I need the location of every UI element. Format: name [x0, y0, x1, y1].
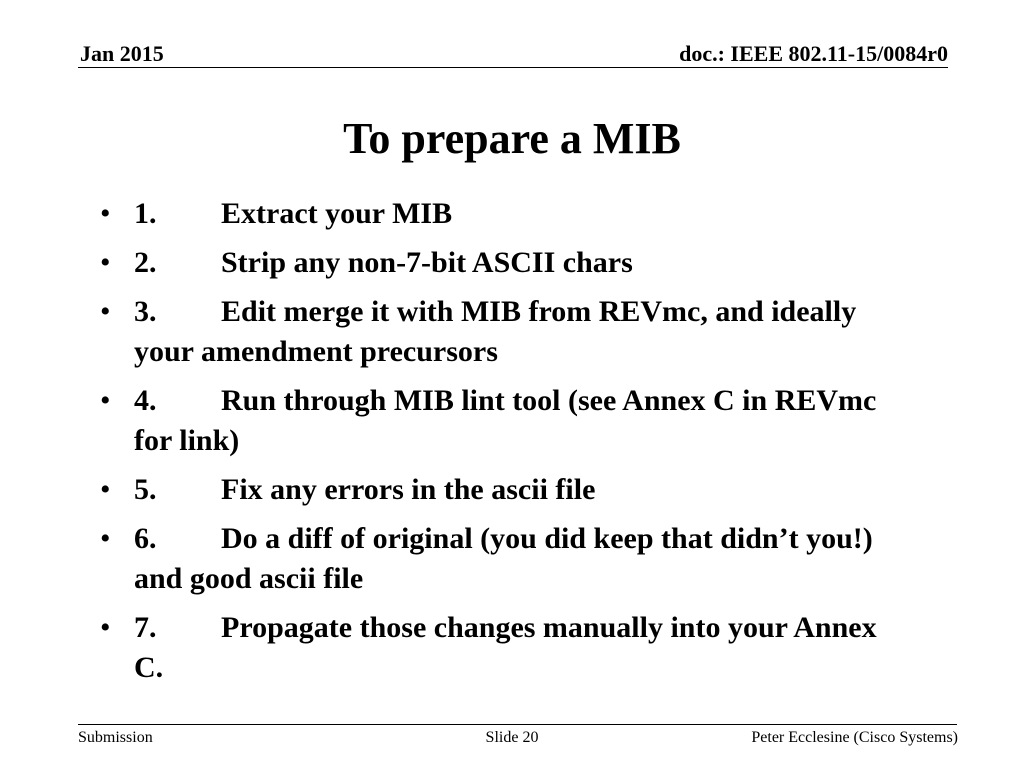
list-item	[100, 381, 900, 461]
step-text: Edit merge it with MIB from REVmc, and ideally your amendment precursors	[134, 295, 857, 368]
slide-title: To prepare a MIB	[343, 114, 681, 163]
step-number: 5.	[134, 473, 157, 506]
bullet-icon: •	[100, 197, 111, 230]
bullet-icon: •	[100, 473, 111, 506]
step-number: 3.	[134, 295, 157, 328]
bullet-icon: •	[100, 384, 111, 417]
footer-submission: Submission	[78, 729, 153, 746]
step-text: Do a diff of original (you did keep that didn’t you!) and good ascii file	[134, 522, 873, 595]
step-number: 4.	[134, 384, 157, 417]
bullet-icon: •	[100, 295, 111, 328]
step-text: Strip any non-7-bit ASCII chars	[221, 246, 633, 279]
list-item	[100, 470, 900, 510]
bullet-icon: •	[100, 611, 111, 644]
step-text: Run through MIB lint tool (see Annex C in REVmc for link)	[134, 384, 877, 457]
list-item	[100, 292, 900, 372]
step-text: Propagate those changes manually into your Annex C.	[134, 611, 877, 684]
list-item	[100, 243, 900, 283]
header-divider	[78, 67, 948, 68]
list-item	[100, 608, 900, 688]
step-number: 2.	[134, 246, 157, 279]
bullet-icon: •	[100, 246, 111, 279]
header-doc-id: doc.: IEEE 802.11-15/0084r0	[679, 41, 948, 66]
step-number: 1.	[134, 197, 157, 230]
list-item	[100, 194, 900, 234]
header-date: Jan 2015	[80, 41, 164, 66]
bullet-list	[100, 194, 900, 697]
step-text: Extract your MIB	[221, 197, 453, 230]
list-item	[100, 519, 900, 599]
step-text: Fix any errors in the ascii file	[221, 473, 596, 506]
bullet-icon: •	[100, 522, 111, 555]
footer-author: Peter Ecclesine (Cisco Systems)	[751, 729, 958, 746]
footer-divider	[78, 724, 957, 725]
step-number: 7.	[134, 611, 157, 644]
footer-slide-number: Slide 20	[485, 729, 539, 746]
step-number: 6.	[134, 522, 157, 555]
